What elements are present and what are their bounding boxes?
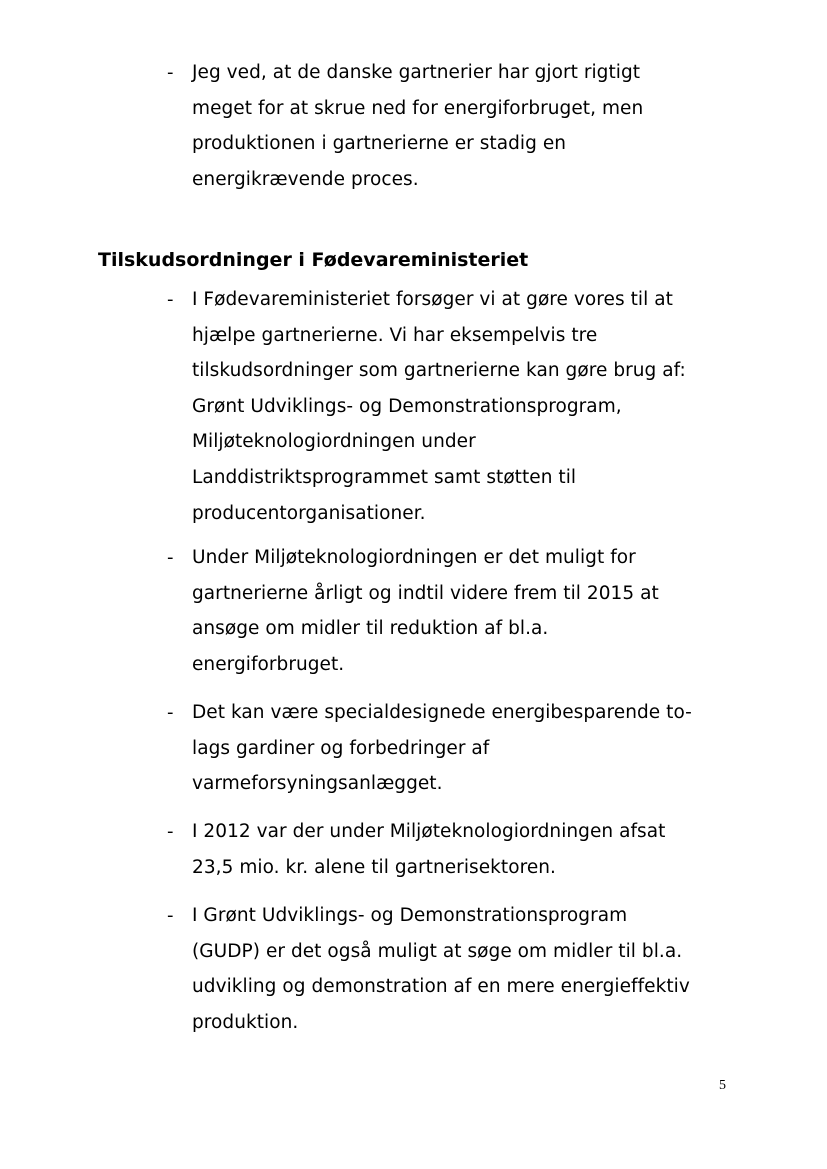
bullet-line: produktionen i gartnerierne er stadig en xyxy=(192,133,567,155)
bullet-line: Det kan være specialdesignede energibesparende to- xyxy=(192,702,692,723)
bullet-line: Under Miljøteknologiordningen er det muligt for xyxy=(192,547,636,568)
bullet-line: I 2012 var der under Miljøteknologiordningen afsat xyxy=(192,821,666,842)
bullet-line: (GUDP) er det også muligt at søge om midler til bl.a. xyxy=(192,940,683,962)
bullet-dash: - xyxy=(167,289,174,310)
bullet-line: ansøge om midler til reduktion af bl.a. xyxy=(192,618,549,640)
bullet-line: 23,5 mio. kr. alene til gartnerisektoren. xyxy=(192,856,556,878)
bullet-text xyxy=(192,898,727,1040)
bullet-dash: - xyxy=(167,62,174,83)
section-heading: Tilskudsordninger i Fødevareministeriet xyxy=(98,249,529,271)
bullet-dash: - xyxy=(167,702,174,723)
bullet-text xyxy=(192,282,727,531)
bullet-dash: - xyxy=(167,821,174,842)
bullet-line: meget for at skrue ned for energiforbruget, men xyxy=(192,97,644,119)
bullet-line: producentorganisationer. xyxy=(192,502,426,524)
bullet-line: tilskudsordninger som gartnerierne kan gøre brug af: xyxy=(192,360,686,382)
bullet-line: energikrævende proces. xyxy=(192,168,419,190)
bullet-line: gartnerierne årligt og indtil videre frem til 2015 at xyxy=(192,582,659,604)
bullet-line: udvikling og demonstration af en mere energieffektiv xyxy=(192,976,690,998)
bullet-line: Grønt Udviklings- og Demonstrationsprogram, xyxy=(192,395,622,417)
bullet-line: I Fødevareministeriet forsøger vi at gøre vores til at xyxy=(192,289,673,310)
bullet-line: Landdistriktsprogrammet samt støtten til xyxy=(192,466,577,488)
bullet-line: I Grønt Udviklings- og Demonstrationsprogram xyxy=(192,905,628,926)
bullet-dash: - xyxy=(167,547,174,568)
bullet-line: Miljøteknologiordningen under xyxy=(192,431,476,453)
bullet-line: energiforbruget. xyxy=(192,653,345,675)
bullet-line: hjælpe gartnerierne. Vi har eksempelvis tre xyxy=(192,324,598,346)
bullet-line: varmeforsyningsanlægget. xyxy=(192,773,443,795)
bullet-line: lags gardiner og forbedringer af xyxy=(192,737,490,759)
bullet-dash: - xyxy=(167,905,174,926)
bullet-line: Jeg ved, at de danske gartnerier har gjort rigtigt xyxy=(192,62,641,83)
bullet-text xyxy=(192,540,727,682)
bullet-text xyxy=(192,814,727,885)
bullet-line: produktion. xyxy=(192,1011,299,1033)
page-number: 5 xyxy=(719,1078,726,1093)
bullet-text xyxy=(192,695,727,802)
bullet-text xyxy=(192,55,727,197)
